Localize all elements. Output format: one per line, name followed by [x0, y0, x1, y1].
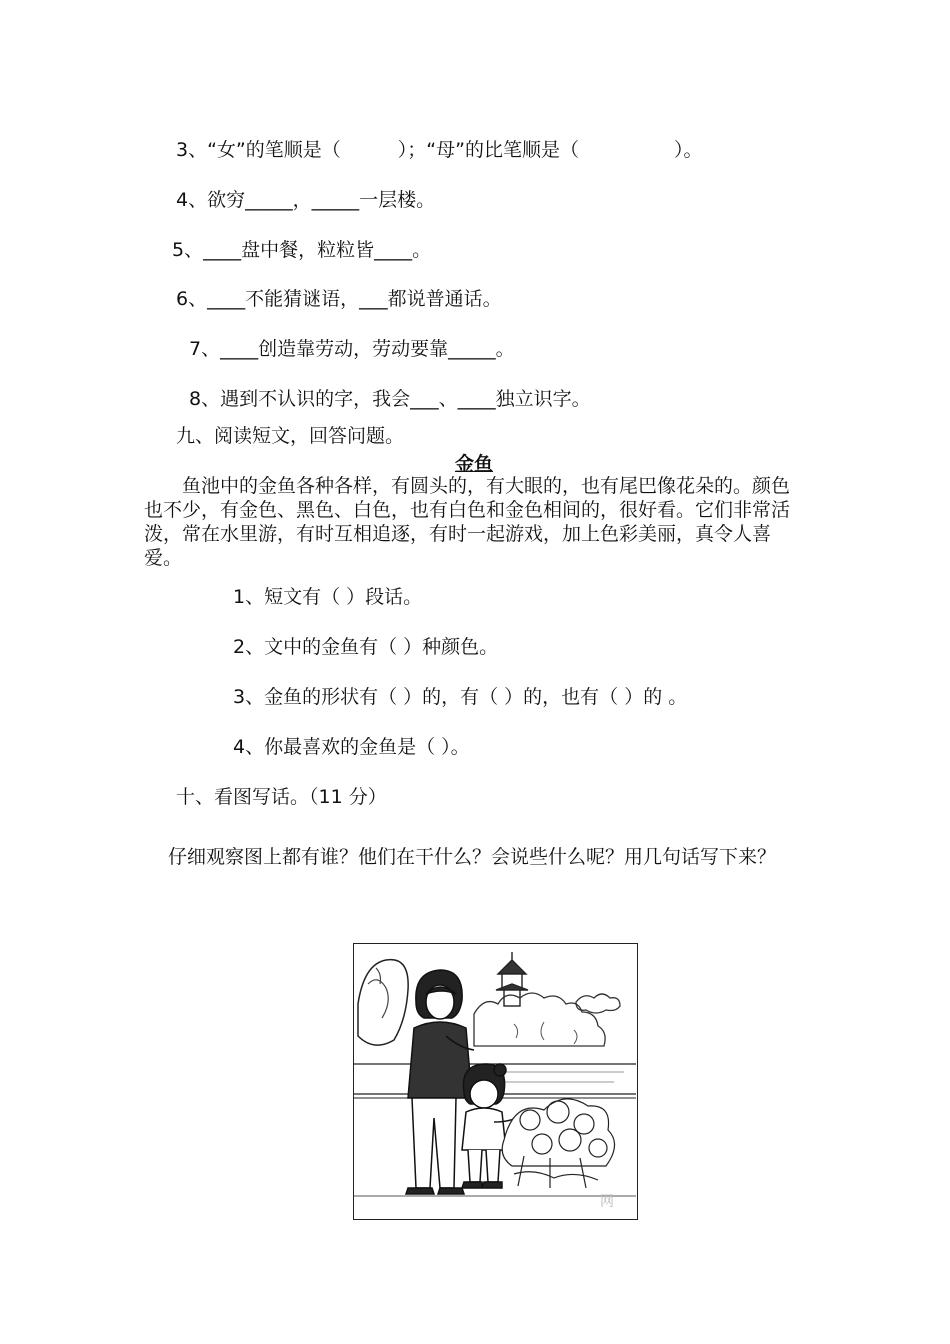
fill-in-item-8: 8、遇到不认识的字，我会___、____独立识字。 [189, 388, 591, 410]
question-4: 4、你最喜欢的金鱼是（ ）。 [233, 736, 470, 758]
illustration [353, 943, 638, 1220]
girl-figure [462, 1064, 516, 1188]
fill-in-item-6: 6、____不能猜谜语，___都说普通话。 [176, 288, 502, 310]
fill-in-item-5: 5、____盘中餐，粒粒皆____。 [172, 239, 432, 261]
passage-title: 金鱼 [455, 453, 494, 475]
cloud-shape [576, 994, 620, 1013]
section-9-heading: 九、阅读短文，回答问题。 [176, 425, 405, 447]
question-2: 2、文中的金鱼有（ ）种颜色。 [233, 636, 499, 658]
fill-in-item-3: 3、“女”的笔顺是（ ）；“母”的比笔顺是（ ）。 [176, 139, 703, 161]
writing-prompt: 仔细观察图上都有谁？他们在干什么？会说些什么呢？用几句话写下来？ [168, 846, 777, 868]
fill-in-item-4: 4、欲穷_____，_____一层楼。 [176, 189, 436, 211]
watermark-text: 网 [600, 1194, 614, 1210]
rock-shape [358, 960, 408, 1046]
tree-line [474, 993, 605, 1046]
pavilion-shape [496, 952, 528, 1006]
question-3: 3、金鱼的形状有（ ）的，有（ ）的，也有（ ）的 。 [233, 686, 688, 708]
question-1: 1、短文有（ ）段话。 [233, 586, 423, 608]
passage-text: 鱼池中的金鱼各种各样，有圆头的，有大眼的，也有尾巴像花朵的。颜色也不少，有金色、黑色、白色，也有白色和金色相间的，很好看。它们非常活泼，常在水里游，有时互相追逐，有时一起游戏，加上色彩美丽，真令人喜爱。 [144, 475, 791, 569]
section-10-heading: 十、看图写话。（11 分） [176, 786, 387, 808]
fill-in-item-7: 7、____创造靠劳动，劳动要靠_____。 [189, 338, 515, 360]
flower-bush [502, 1099, 614, 1188]
